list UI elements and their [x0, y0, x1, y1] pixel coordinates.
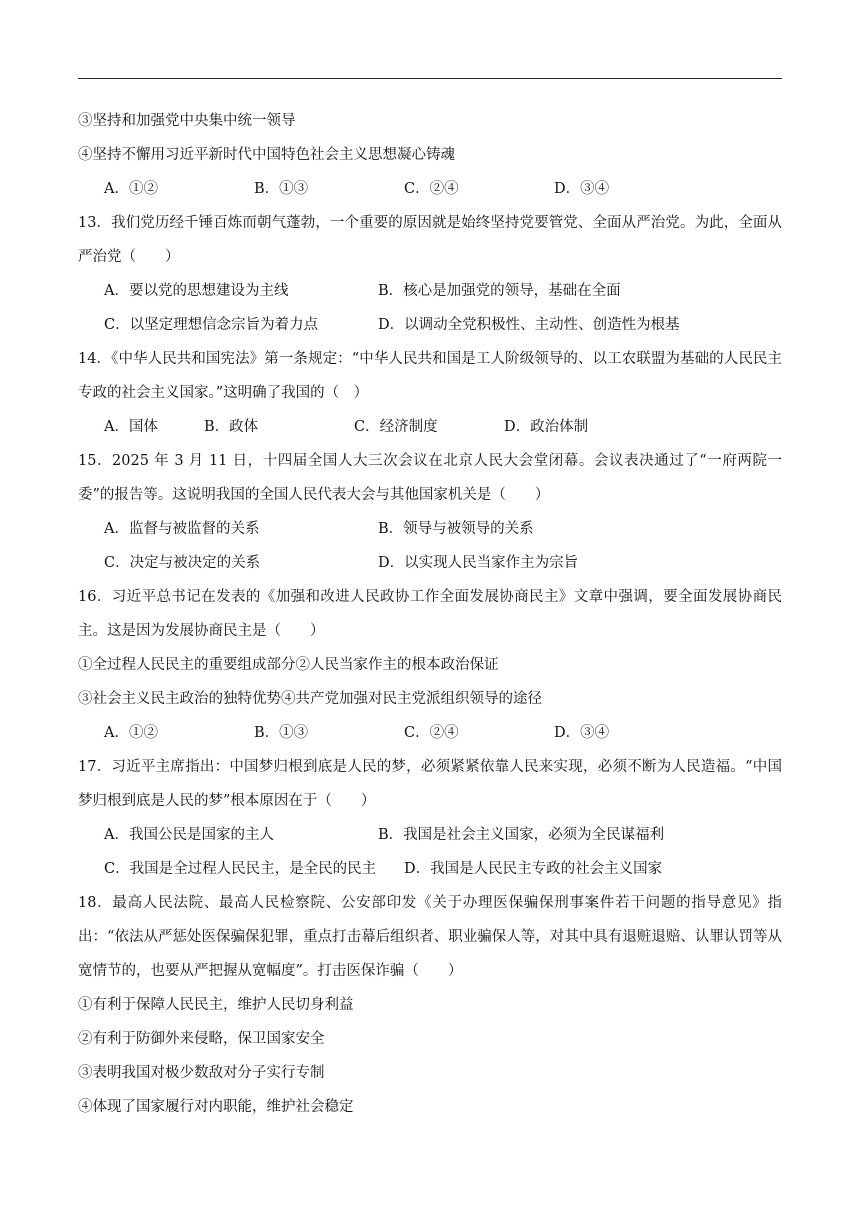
q15-stem: 15．2025 年 3 月 11 日，十四届全国人大三次会议在北京人民大会堂闭幕。会议表决通过了“一府两院一委”的报告等。这说明我国的全国人民代表大会与其他国家机关是（ ）: [78, 453, 782, 503]
q14-option-b[interactable]: B．政体: [204, 419, 259, 435]
q14-option-c[interactable]: C．经济制度: [354, 419, 438, 435]
q15-option-b[interactable]: B．领导与被领导的关系: [378, 521, 534, 537]
q15-options-row2: [78, 546, 782, 580]
q12-option-d[interactable]: D．③④: [554, 181, 610, 197]
q16-item-12: ①全过程人民民主的重要组成部分②人民当家作主的根本政治保证: [78, 657, 499, 673]
q18-item-2: ②有利于防御外来侵略，保卫国家安全: [78, 1031, 325, 1047]
q15-option-a[interactable]: A．监督与被监督的关系: [104, 521, 260, 537]
q12-options: [78, 172, 782, 206]
q12-option-c[interactable]: C．②④: [404, 181, 459, 197]
q15-option-c[interactable]: C．决定与被决定的关系: [104, 555, 261, 571]
q15-option-d[interactable]: D．以实现人民当家作主为宗旨: [378, 555, 579, 571]
q12-item-3: ③坚持和加强党中央集中统一领导: [78, 113, 296, 129]
q16-option-c[interactable]: C．②④: [404, 725, 459, 741]
q13-option-b[interactable]: B．核心是加强党的领导，基础在全面: [378, 283, 621, 299]
q18-item-3: ③表明我国对极少数敌对分子实行专制: [78, 1065, 325, 1081]
q16-item-34: ③社会主义民主政治的独特优势④共产党加强对民主党派组织领导的途径: [78, 691, 542, 707]
q13-option-c[interactable]: C．以坚定理想信念宗旨为着力点: [104, 317, 319, 333]
q17-option-d[interactable]: D．我国是人民民主专政的社会主义国家: [404, 861, 663, 877]
q17-option-c[interactable]: C．我国是全过程人民民主，是全民的民主: [104, 861, 377, 877]
q17-option-a[interactable]: A．我国公民是国家的主人: [104, 827, 274, 843]
q13-option-d[interactable]: D．以调动全党积极性、主动性、创造性为根基: [378, 317, 680, 333]
q12-option-b[interactable]: B．①③: [254, 181, 309, 197]
q17-stem: 17．习近平主席指出：中国梦归根到底是人民的梦，必须紧紧依靠人民来实现，必须不断为人民造福。“中国梦归根到底是人民的梦”根本原因在于（ ）: [78, 759, 782, 809]
q17-options-row2: [78, 852, 782, 886]
q13-option-a[interactable]: A．要以党的思想建设为主线: [104, 283, 289, 299]
q18-stem: 18．最高人民法院、最高人民检察院、公安部印发《关于办理医保骗保刑事案件若干问题的指导意见》指出：“依法从严惩处医保骗保犯罪，重点打击幕后组织者、职业骗保人等，对其中具有退赃退赔、认罪认罚等从宽情节的，也要从严把握从宽幅度”。打击医保诈骗（ ）: [78, 895, 782, 979]
q16-option-a[interactable]: A．①②: [104, 725, 158, 741]
q13-options-row1: [78, 274, 782, 308]
q16-options: [78, 716, 782, 750]
q16-option-d[interactable]: D．③④: [554, 725, 610, 741]
q12-item-4: ④坚持不懈用习近平新时代中国特色社会主义思想凝心铸魂: [78, 147, 455, 163]
q16-stem: 16．习近平总书记在发表的《加强和改进人民政协工作全面发展协商民主》文章中强调，要全面发展协商民主。这是因为发展协商民主是（ ）: [78, 589, 782, 639]
q14-option-a[interactable]: A．国体: [104, 419, 158, 435]
document-body: [78, 104, 782, 1124]
q13-stem: 13．我们党历经千锤百炼而朝气蓬勃，一个重要的原因就是始终坚持党要管党、全面从严治党。为此，全面从严治党（ ）: [78, 215, 782, 265]
q17-options-row1: [78, 818, 782, 852]
q16-option-b[interactable]: B．①③: [254, 725, 309, 741]
q14-stem: 14．《中华人民共和国宪法》第一条规定：“中华人民共和国是工人阶级领导的、以工农联盟为基础的人民民主专政的社会主义国家。”这明确了我国的（ ）: [78, 351, 782, 401]
q15-options-row1: [78, 512, 782, 546]
q18-item-1: ①有利于保障人民民主，维护人民切身利益: [78, 997, 354, 1013]
q18-item-4: ④体现了国家履行对内职能，维护社会稳定: [78, 1099, 354, 1115]
q12-option-a[interactable]: A．①②: [104, 181, 158, 197]
q14-options: [78, 410, 782, 444]
header-rule: [78, 78, 782, 79]
q17-option-b[interactable]: B．我国是社会主义国家，必须为全民谋福利: [378, 827, 665, 843]
q13-options-row2: [78, 308, 782, 342]
q14-option-d[interactable]: D．政治体制: [504, 419, 589, 435]
